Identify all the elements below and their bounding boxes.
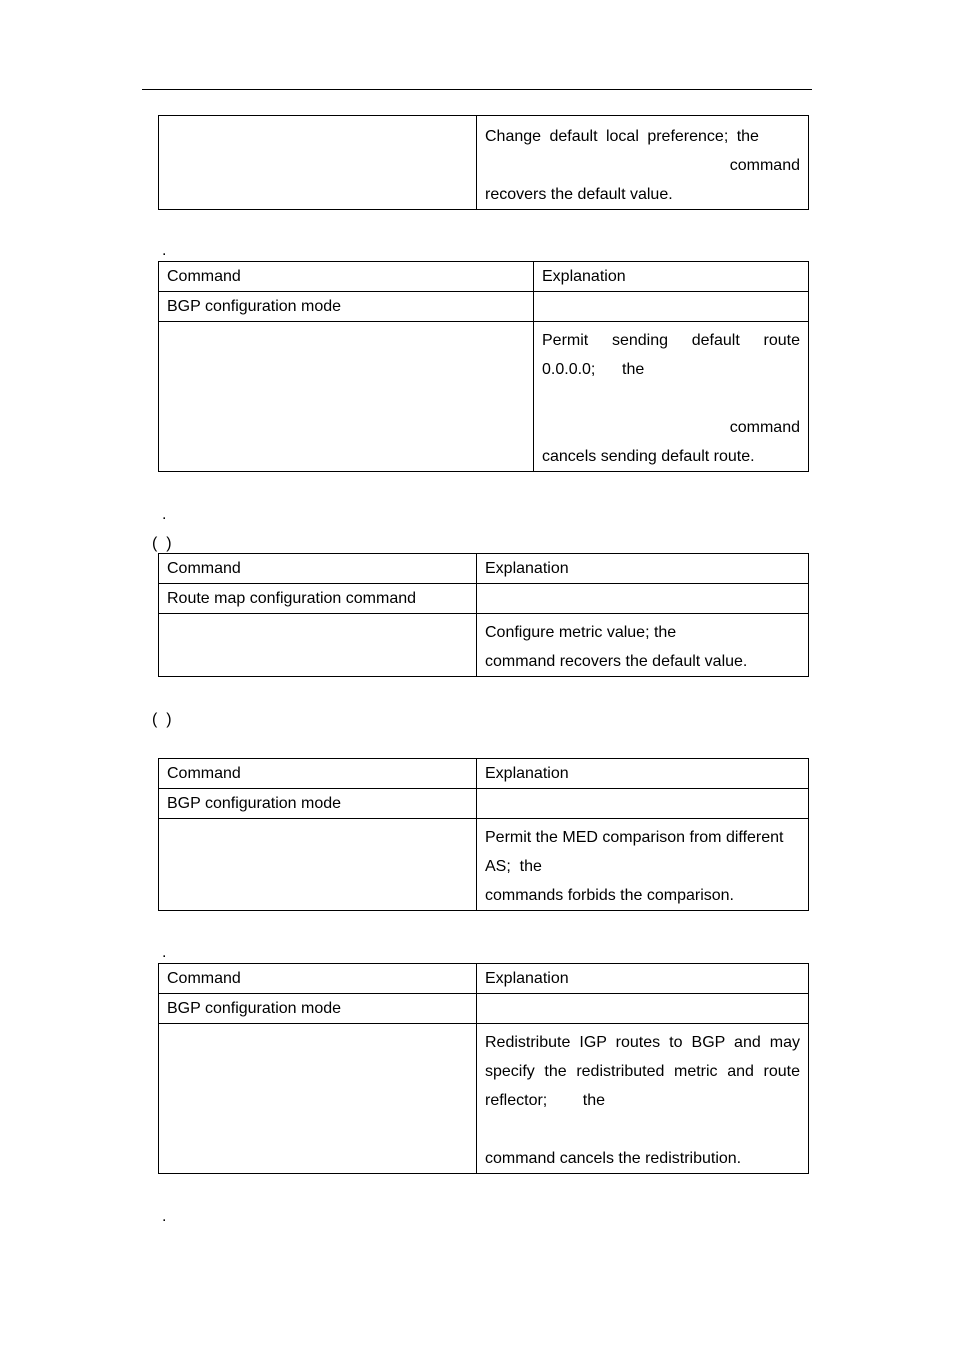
table-header-row: [159, 759, 809, 789]
mode-cell: BGP configuration mode: [159, 789, 477, 819]
command-cell: [159, 614, 477, 677]
local-preference-table: [158, 115, 809, 210]
column-header-explanation: Explanation: [477, 759, 809, 789]
mode-explanation-cell: [477, 789, 809, 819]
metric-table: [158, 553, 809, 677]
table-row: [159, 994, 809, 1024]
spacer: [485, 1115, 800, 1144]
parenthesis-label: ( ): [152, 711, 172, 728]
explanation-line: command cancels the redistribution.: [485, 1150, 742, 1167]
explanation-cell: [477, 614, 809, 677]
parenthesis-label: ( ): [152, 535, 172, 552]
explanation-line: cancels sending default route.: [542, 448, 755, 465]
table-row: [159, 584, 809, 614]
column-header-command: Command: [159, 964, 477, 994]
explanation-line: commands forbids the comparison.: [485, 887, 734, 904]
table-row: [159, 1024, 809, 1174]
explanation-cell: [477, 116, 809, 210]
explanation-line: command recovers the default value.: [485, 653, 748, 670]
med-comparison-table: [158, 758, 809, 911]
table-row: [159, 322, 809, 472]
explanation-cell: [477, 1024, 809, 1174]
column-header-command: Command: [159, 759, 477, 789]
table-row: [159, 819, 809, 911]
table-row: [159, 789, 809, 819]
column-header-command: Command: [159, 262, 534, 292]
column-header-explanation: Explanation: [477, 554, 809, 584]
section-marker: .: [162, 1208, 167, 1225]
explanation-line: 0.0.0.0; the: [542, 361, 645, 378]
mode-cell: BGP configuration mode: [159, 292, 534, 322]
explanation-line: Change default local preference; the: [485, 128, 759, 145]
explanation-cell: [477, 819, 809, 911]
column-header-explanation: Explanation: [534, 262, 809, 292]
command-cell: [159, 1024, 477, 1174]
section-marker: .: [162, 944, 167, 961]
explanation-line: Redistribute IGP routes to BGP and may: [485, 1034, 800, 1051]
table-header-row: [159, 262, 809, 292]
mode-explanation-cell: [477, 584, 809, 614]
explanation-line: recovers the default value.: [485, 186, 673, 203]
command-cell: [159, 819, 477, 911]
explanation-line: Configure metric value; the: [485, 624, 677, 641]
table-row: [159, 292, 809, 322]
table-header-row: [159, 964, 809, 994]
spacer: [542, 384, 800, 413]
command-cell: [159, 322, 534, 472]
table-row: [159, 614, 809, 677]
table-row: [159, 116, 809, 210]
explanation-line: command: [729, 419, 800, 436]
explanation-line: reflector; the: [485, 1092, 606, 1109]
default-route-table: [158, 261, 809, 472]
table-header-row: [159, 554, 809, 584]
section-marker: .: [162, 242, 167, 259]
explanation-line: Permit the MED comparison from different: [485, 829, 784, 846]
explanation-line: Permit sending default route: [542, 332, 800, 349]
redistribute-table: [158, 963, 809, 1174]
mode-explanation-cell: [534, 292, 809, 322]
column-header-explanation: Explanation: [477, 964, 809, 994]
explanation-cell: [534, 322, 809, 472]
section-marker: .: [162, 506, 167, 523]
header-rule: [142, 89, 812, 90]
mode-explanation-cell: [477, 994, 809, 1024]
explanation-line: specify the redistributed metric and route: [485, 1063, 800, 1080]
column-header-command: Command: [159, 554, 477, 584]
mode-cell: Route map configuration command: [159, 584, 477, 614]
explanation-line: AS; the: [485, 858, 542, 875]
explanation-line: command: [729, 157, 800, 174]
command-cell: [159, 116, 477, 210]
mode-cell: BGP configuration mode: [159, 994, 477, 1024]
